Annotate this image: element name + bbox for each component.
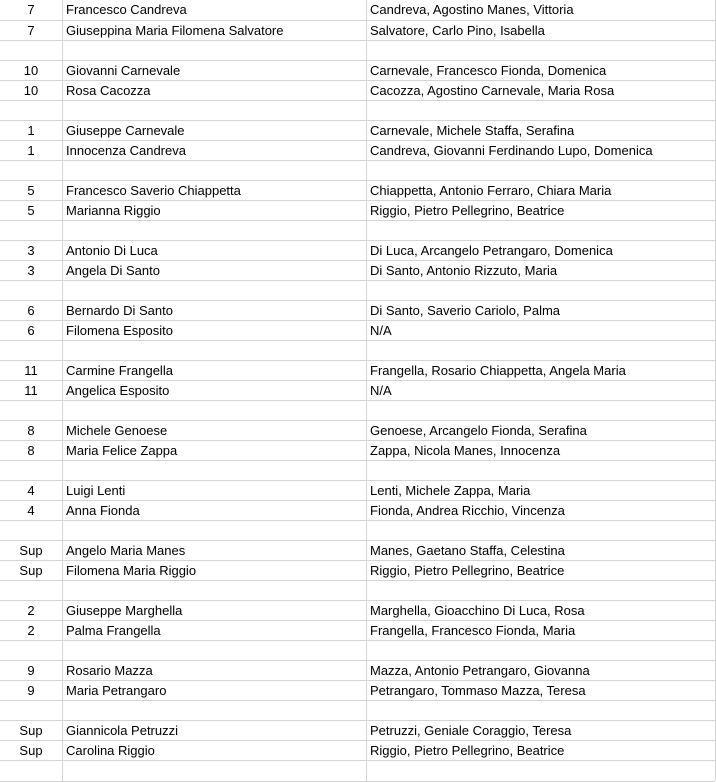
blank-row (0, 341, 715, 361)
parents-cell[interactable] (367, 101, 715, 120)
table-row (0, 381, 715, 401)
number-cell[interactable] (0, 581, 63, 600)
table-row (0, 261, 715, 281)
number-cell[interactable] (0, 521, 63, 540)
number-cell[interactable] (0, 701, 63, 720)
number-cell[interactable] (0, 761, 63, 781)
blank-row (0, 41, 715, 61)
parents-cell[interactable]: Petruzzi, Geniale Coraggio, Teresa (370, 723, 572, 738)
parents-cell[interactable]: Manes, Gaetano Staffa, Celestina (370, 543, 565, 558)
parents-cell[interactable]: Cacozza, Agostino Carnevale, Maria Rosa (370, 83, 615, 98)
name-cell[interactable]: Rosa Cacozza (63, 81, 367, 100)
number-cell[interactable]: 2 (0, 621, 63, 640)
table-row (0, 81, 715, 101)
name-cell[interactable]: Giuseppe Marghella (63, 601, 367, 620)
parents-cell[interactable] (367, 221, 715, 240)
name-cell[interactable]: Marianna Riggio (63, 201, 367, 220)
number-cell[interactable]: 5 (0, 201, 63, 220)
name-cell[interactable] (63, 701, 367, 720)
table-row (0, 21, 715, 41)
name-cell[interactable]: Antonio Di Luca (63, 241, 367, 260)
parents-cell[interactable]: Candreva, Giovanni Ferdinando Lupo, Domenica (370, 143, 653, 158)
parents-cell[interactable] (367, 341, 715, 360)
name-cell[interactable] (63, 161, 367, 180)
parents-cell[interactable]: N/A (370, 383, 392, 398)
name-cell[interactable] (63, 281, 367, 300)
name-cell[interactable]: Giannicola Petruzzi (63, 721, 367, 740)
table-row (0, 741, 715, 761)
number-cell[interactable]: 2 (0, 601, 63, 620)
blank-row (0, 701, 715, 721)
parents-cell[interactable]: Di Santo, Saverio Cariolo, Palma (370, 303, 561, 318)
number-cell[interactable]: 9 (0, 681, 63, 700)
parents-cell[interactable]: Chiappetta, Antonio Ferraro, Chiara Maria (370, 183, 612, 198)
name-cell[interactable]: Francesco Candreva (63, 0, 367, 20)
table-row (0, 481, 715, 501)
number-cell[interactable]: 6 (0, 301, 63, 320)
name-cell[interactable]: Francesco Saverio Chiappetta (63, 181, 367, 200)
number-cell[interactable]: Sup (0, 561, 63, 580)
name-cell[interactable] (63, 401, 367, 420)
parents-cell[interactable]: Fionda, Andrea Ricchio, Vincenza (370, 503, 565, 518)
blank-row (0, 581, 715, 601)
number-cell[interactable]: 11 (0, 361, 63, 380)
blank-row (0, 641, 715, 661)
table-row (0, 141, 715, 161)
blank-row (0, 401, 715, 421)
table-row (0, 321, 715, 341)
name-cell[interactable]: Carmine Frangella (63, 361, 367, 380)
parents-cell[interactable]: Carnevale, Francesco Fionda, Domenica (370, 63, 607, 78)
table-row (0, 681, 715, 701)
name-cell[interactable]: Luigi Lenti (63, 481, 367, 500)
parents-cell[interactable] (367, 581, 715, 600)
parents-cell[interactable] (367, 41, 715, 60)
parents-cell[interactable]: Mazza, Antonio Petrangaro, Giovanna (370, 663, 590, 678)
parents-cell[interactable] (367, 701, 715, 720)
number-cell[interactable]: 1 (0, 121, 63, 140)
number-cell[interactable]: Sup (0, 541, 63, 560)
name-cell[interactable]: Angelica Esposito (63, 381, 367, 400)
name-cell[interactable] (63, 761, 367, 781)
parents-cell[interactable] (367, 761, 715, 781)
table-row (0, 121, 715, 141)
name-cell[interactable]: Anna Fionda (63, 501, 367, 520)
number-cell[interactable]: 7 (0, 0, 63, 20)
table-row (0, 361, 715, 381)
table-row (0, 301, 715, 321)
number-cell[interactable]: 11 (0, 381, 63, 400)
number-cell[interactable] (0, 281, 63, 300)
table-row (0, 61, 715, 81)
table-row (0, 0, 715, 21)
number-cell[interactable]: 4 (0, 481, 63, 500)
table-row (0, 201, 715, 221)
parents-cell[interactable] (367, 161, 715, 180)
parents-cell[interactable]: Zappa, Nicola Manes, Innocenza (370, 443, 561, 458)
parents-cell[interactable]: Riggio, Pietro Pellegrino, Beatrice (370, 743, 565, 758)
parents-cell[interactable]: Frangella, Rosario Chiappetta, Angela Maria (370, 363, 626, 378)
parents-cell[interactable]: Frangella, Francesco Fionda, Maria (370, 623, 576, 638)
parents-cell[interactable]: Genoese, Arcangelo Fionda, Serafina (370, 423, 587, 438)
name-cell[interactable]: Maria Felice Zappa (63, 441, 367, 460)
number-cell[interactable]: 4 (0, 501, 63, 520)
name-cell[interactable]: Maria Petrangaro (63, 681, 367, 700)
table-row (0, 601, 715, 621)
number-cell[interactable]: 3 (0, 241, 63, 260)
name-cell[interactable] (63, 341, 367, 360)
number-cell[interactable] (0, 401, 63, 420)
name-cell[interactable] (63, 521, 367, 540)
number-cell[interactable]: 3 (0, 261, 63, 280)
table-row (0, 501, 715, 521)
parents-cell[interactable]: Lenti, Michele Zappa, Maria (370, 483, 531, 498)
table-row (0, 661, 715, 681)
number-cell[interactable] (0, 101, 63, 120)
number-cell[interactable]: 10 (0, 81, 63, 100)
name-cell[interactable]: Filomena Esposito (63, 321, 367, 340)
parents-cell[interactable]: Candreva, Agostino Manes, Vittoria (370, 2, 574, 17)
blank-row (0, 281, 715, 301)
name-cell[interactable]: Filomena Maria Riggio (63, 561, 367, 580)
name-cell[interactable]: Palma Frangella (63, 621, 367, 640)
table-row (0, 421, 715, 441)
number-cell[interactable]: Sup (0, 741, 63, 760)
name-cell[interactable] (63, 221, 367, 240)
table-row (0, 441, 715, 461)
blank-row (0, 461, 715, 481)
number-cell[interactable]: 6 (0, 321, 63, 340)
name-cell[interactable]: Carolina Riggio (63, 741, 367, 760)
name-cell[interactable]: Angelo Maria Manes (63, 541, 367, 560)
number-cell[interactable] (0, 221, 63, 240)
blank-row (0, 521, 715, 541)
name-cell[interactable] (63, 641, 367, 660)
parents-cell[interactable]: Di Luca, Arcangelo Petrangaro, Domenica (370, 243, 613, 258)
number-cell[interactable] (0, 161, 63, 180)
parents-cell[interactable]: Marghella, Gioacchino Di Luca, Rosa (370, 603, 585, 618)
parents-cell[interactable] (367, 281, 715, 300)
parents-cell[interactable] (367, 641, 715, 660)
number-cell[interactable]: Sup (0, 721, 63, 740)
parents-cell[interactable]: Petrangaro, Tommaso Mazza, Teresa (370, 683, 586, 698)
parents-cell[interactable] (367, 401, 715, 420)
blank-row (0, 161, 715, 181)
parents-cell[interactable]: Salvatore, Carlo Pino, Isabella (370, 23, 545, 38)
name-cell[interactable] (63, 461, 367, 480)
name-cell[interactable] (63, 581, 367, 600)
number-cell[interactable] (0, 461, 63, 480)
name-cell[interactable]: Giuseppe Carnevale (63, 121, 367, 140)
parents-cell[interactable]: Riggio, Pietro Pellegrino, Beatrice (370, 563, 565, 578)
table-row (0, 621, 715, 641)
number-cell[interactable]: 5 (0, 181, 63, 200)
number-cell[interactable] (0, 341, 63, 360)
parents-cell[interactable] (367, 461, 715, 480)
name-cell[interactable]: Michele Genoese (63, 421, 367, 440)
number-cell[interactable] (0, 41, 63, 60)
blank-row (0, 221, 715, 241)
name-cell[interactable]: Bernardo Di Santo (63, 301, 367, 320)
number-cell[interactable]: 7 (0, 21, 63, 40)
parents-cell[interactable]: Carnevale, Michele Staffa, Serafina (370, 123, 575, 138)
name-cell[interactable]: Rosario Mazza (63, 661, 367, 680)
parents-cell[interactable]: Riggio, Pietro Pellegrino, Beatrice (370, 203, 565, 218)
parents-cell[interactable]: N/A (370, 323, 392, 338)
number-cell[interactable]: 9 (0, 661, 63, 680)
number-cell[interactable]: 10 (0, 61, 63, 80)
name-cell[interactable] (63, 101, 367, 120)
number-cell[interactable]: 1 (0, 141, 63, 160)
table-row (0, 241, 715, 261)
name-cell[interactable]: Giovanni Carnevale (63, 61, 367, 80)
name-cell[interactable] (63, 41, 367, 60)
number-cell[interactable]: 8 (0, 441, 63, 460)
blank-row (0, 761, 715, 782)
table-row (0, 541, 715, 561)
name-cell[interactable]: Giuseppina Maria Filomena Salvatore (63, 21, 367, 40)
parents-cell[interactable] (367, 521, 715, 540)
parents-cell[interactable]: Di Santo, Antonio Rizzuto, Maria (370, 263, 558, 278)
table-row (0, 181, 715, 201)
number-cell[interactable] (0, 641, 63, 660)
name-cell[interactable]: Angela Di Santo (63, 261, 367, 280)
number-cell[interactable]: 8 (0, 421, 63, 440)
blank-row (0, 101, 715, 121)
name-cell[interactable]: Innocenza Candreva (63, 141, 367, 160)
table-row (0, 561, 715, 581)
table-row (0, 721, 715, 741)
